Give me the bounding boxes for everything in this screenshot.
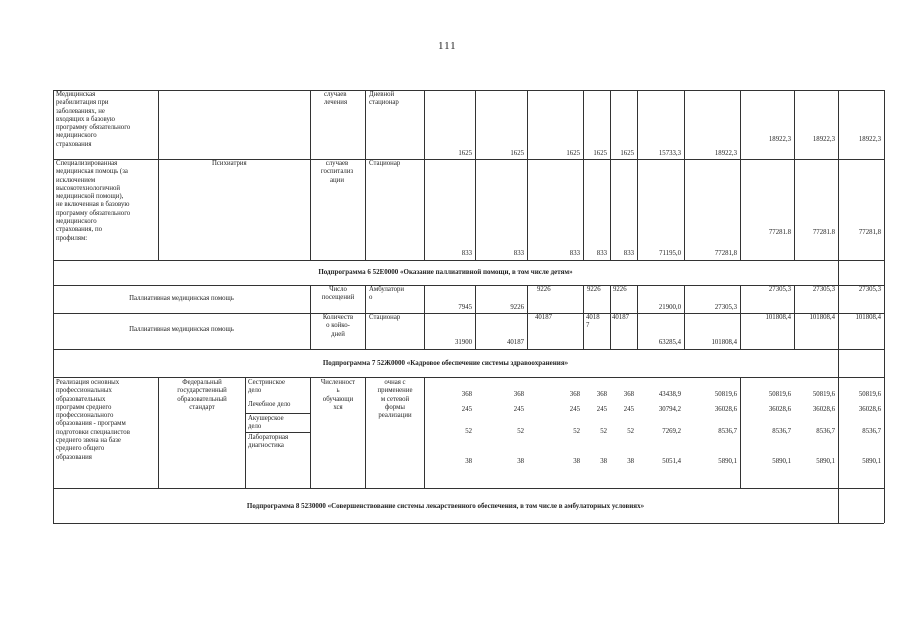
value-cell: 18922,3 — [714, 150, 737, 157]
value-cell: 1625 — [593, 150, 607, 157]
value-cell: 36028,6 — [858, 406, 881, 413]
value-cell: 52 — [517, 428, 524, 435]
specialized-condition: Стационар — [369, 160, 401, 167]
row-divider — [53, 488, 884, 489]
value-cell: 833 — [569, 250, 580, 257]
value-cell: 9226 — [537, 286, 551, 293]
value-cell: 21900,0 — [658, 304, 681, 311]
value-cell: 245 — [623, 406, 634, 413]
value-cell: 40187 — [612, 314, 629, 321]
col-divider — [610, 90, 611, 260]
value-cell: 368 — [623, 391, 634, 398]
value-cell: 40187 — [507, 339, 524, 346]
value-cell: 50819,6 — [858, 391, 881, 398]
col-divider — [245, 377, 246, 488]
col-divider — [158, 377, 159, 488]
value-cell: 5890,1 — [772, 458, 791, 465]
col-divider — [527, 90, 528, 260]
value-cell: 8536,7 — [718, 428, 737, 435]
specialty-medicine: Лечебное дело — [248, 401, 291, 408]
table-right-line — [884, 90, 885, 523]
value-cell: 38 — [517, 458, 524, 465]
col-divider — [637, 90, 638, 260]
value-cell: 1625 — [620, 150, 634, 157]
value-cell: 7269,2 — [662, 428, 681, 435]
value-cell: 833 — [623, 250, 634, 257]
value-cell: 31900 — [455, 339, 472, 346]
row-divider — [53, 260, 884, 261]
palliative-outpatient-condition: Амбулатори о — [369, 286, 405, 302]
value-cell: 5890,1 — [816, 458, 835, 465]
value-cell: 368 — [569, 391, 580, 398]
col-divider — [310, 285, 311, 349]
value-cell: 245 — [461, 406, 472, 413]
table-left-line — [53, 90, 54, 523]
value-cell: 368 — [596, 391, 607, 398]
value-cell: 27305,3 — [714, 304, 737, 311]
value-cell: 245 — [569, 406, 580, 413]
value-cell: 52 — [627, 428, 634, 435]
value-cell: 27305,3 — [812, 286, 835, 293]
education-unit: Численност ь обучающи хся — [320, 379, 356, 411]
col-divider — [310, 90, 311, 260]
value-cell: 63285,4 — [658, 339, 681, 346]
col-divider — [475, 90, 476, 260]
value-cell: 833 — [461, 250, 472, 257]
rehab-condition: Дневной стационар — [369, 91, 399, 107]
value-cell: 101808,4 — [765, 314, 791, 321]
value-cell: 36028,6 — [768, 406, 791, 413]
value-cell: 9226 — [613, 286, 627, 293]
value-cell: 245 — [596, 406, 607, 413]
row-divider — [53, 377, 884, 378]
value-cell: 52 — [573, 428, 580, 435]
value-cell: 833 — [513, 250, 524, 257]
value-cell: 50819,6 — [714, 391, 737, 398]
palliative-inpatient-unit: Количеств о койко- дней — [322, 314, 354, 338]
table-bottom-line — [53, 523, 884, 524]
value-cell: 27305,3 — [768, 286, 791, 293]
col-divider — [684, 90, 685, 260]
value-cell: 9226 — [510, 304, 524, 311]
value-cell: 245 — [513, 406, 524, 413]
value-cell: 368 — [513, 391, 524, 398]
subprogram-7-title: Подпрограмма 7 52Ж0000 «Кадровое обеспечение системы здравоохранения» — [322, 359, 569, 367]
value-cell: 9226 — [587, 286, 601, 293]
value-cell: 38 — [600, 458, 607, 465]
palliative-inpatient-condition: Стационар — [369, 314, 401, 321]
col-divider — [583, 90, 584, 260]
value-cell: 5890,1 — [862, 458, 881, 465]
row-divider — [53, 349, 884, 350]
col-divider — [424, 90, 425, 260]
col-divider — [365, 285, 366, 349]
value-cell: 27305,3 — [858, 286, 881, 293]
specialized-name: Специализированная медицинская помощь (за исключением высокотехнологичной медицинской помощи), не включенная в базовую программу обязательного медицинского страхования, по профилям: — [56, 160, 131, 242]
value-cell: 101808,4 — [711, 339, 737, 346]
palliative-inpatient-name: Паллиативная медицинская помощь — [129, 326, 234, 333]
value-cell: 50819,6 — [812, 391, 835, 398]
education-name: Реализация основных профессиональных образовательных программ среднего профессионального образования - программ подготовки специалистов среднего звена на базе среднего общего образования — [56, 379, 130, 461]
cell-divider — [245, 413, 310, 414]
subprogram-6-title: Подпрограмма 6 52Е0000 «Оказание паллиативной помощи, в том числе детям» — [318, 268, 573, 276]
value-cell: 5051,4 — [662, 458, 681, 465]
value-cell: 38 — [465, 458, 472, 465]
col-divider — [310, 377, 311, 488]
value-cell: 30794,2 — [658, 406, 681, 413]
value-cell: 52 — [600, 428, 607, 435]
specialty-midwifery: Акушерское дело — [248, 415, 284, 431]
value-cell: 1625 — [510, 150, 524, 157]
value-cell: 77281.8 — [768, 229, 791, 236]
value-cell: 5890,1 — [718, 458, 737, 465]
value-cell: 8536,7 — [772, 428, 791, 435]
rehab-unit: случаев лечения — [324, 91, 348, 107]
specialized-unit: случаев госпитализ ации — [320, 160, 354, 184]
value-cell: 833 — [596, 250, 607, 257]
value-cell: 71195,0 — [659, 250, 681, 257]
value-cell: 36028,6 — [812, 406, 835, 413]
education-form: очная с применение м сетевой формы реализации — [377, 379, 413, 420]
value-cell: 15733,3 — [658, 150, 681, 157]
value-cell: 52 — [465, 428, 472, 435]
table-top-line — [53, 90, 884, 91]
value-cell: 18922,3 — [768, 136, 791, 143]
value-cell: 50819,6 — [768, 391, 791, 398]
col-divider — [610, 285, 611, 349]
value-cell: 77281.8 — [812, 229, 835, 236]
col-divider — [527, 285, 528, 349]
col-divider — [583, 285, 584, 349]
specialty-nursing: Сестринское дело — [248, 379, 286, 395]
value-cell: 368 — [461, 391, 472, 398]
value-cell: 4018 7 — [586, 314, 600, 330]
education-standard: Федеральный государственный образовательный стандарт — [177, 379, 227, 411]
palliative-outpatient-unit: Число посещений — [321, 286, 355, 302]
page-number: 111 — [438, 40, 457, 52]
value-cell: 18922,3 — [812, 136, 835, 143]
value-cell: 18922,3 — [858, 136, 881, 143]
value-cell: 40187 — [535, 314, 552, 321]
col-divider — [158, 90, 159, 260]
col-divider — [365, 90, 366, 260]
value-cell: 8536,7 — [862, 428, 881, 435]
value-cell: 101808,4 — [855, 314, 881, 321]
subprogram-8-title: Подпрограмма 8 52З0000 «Совершенствование системы лекарственного обеспечения, в том числе в амбулаторных условиях» — [246, 502, 645, 510]
rehab-name: Медицинская реабилитация при заболеваниях, не входящих в базовую программу обязательного медицинского страхования — [56, 91, 131, 148]
value-cell: 7945 — [458, 304, 472, 311]
value-cell: 38 — [573, 458, 580, 465]
row-divider — [53, 159, 884, 160]
value-cell: 1625 — [458, 150, 472, 157]
specialty-lab: Лабораторная диагностика — [248, 434, 289, 450]
value-cell: 101808,4 — [809, 314, 835, 321]
value-cell: 38 — [627, 458, 634, 465]
value-cell: 1625 — [566, 150, 580, 157]
value-cell: 43438,9 — [658, 391, 681, 398]
specialized-profile: Психиатрия — [212, 160, 247, 167]
cell-divider — [245, 432, 310, 433]
value-cell: 77281,8 — [714, 250, 737, 257]
palliative-outpatient-name: Паллиативная медицинская помощь — [129, 295, 234, 302]
value-cell: 36028,6 — [714, 406, 737, 413]
value-cell: 8536,7 — [816, 428, 835, 435]
value-cell: 77281,8 — [858, 229, 881, 236]
